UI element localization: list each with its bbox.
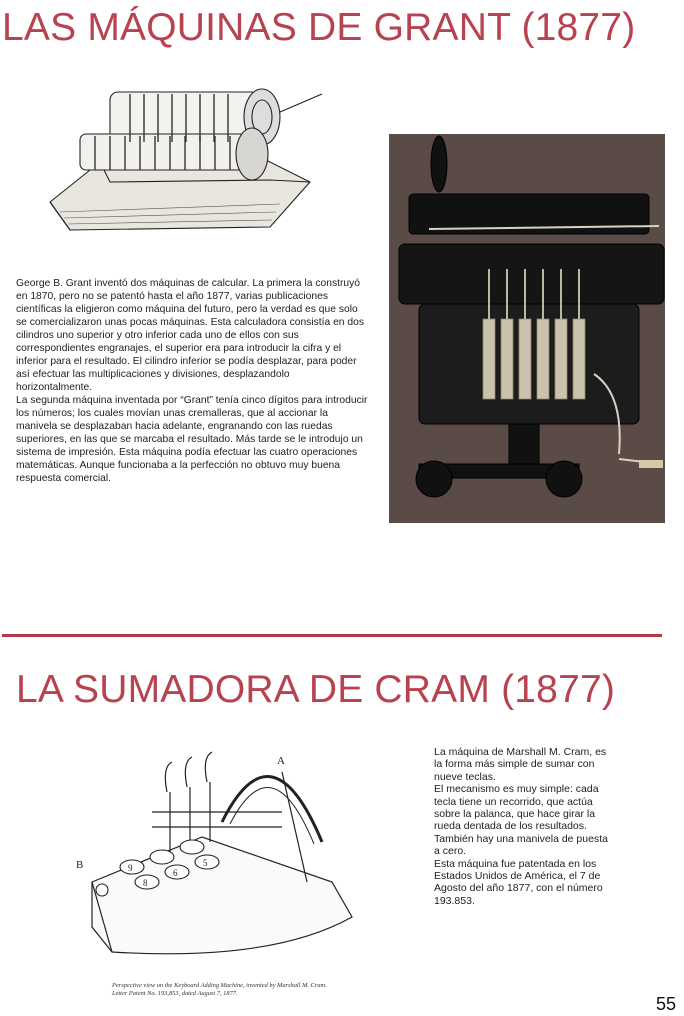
cram-key-6: 6	[173, 868, 178, 878]
page-number: 55	[656, 994, 677, 1014]
grant-paragraph-1: George B. Grant inventó dos máquinas de calcular. La primera la construyó en 1870, pero no se patentó hasta el año 1877, varias publicaciones científicas la eligieron como máquina del futuro, pero la verdad es que solo se comercializaron unas pocas máquinas. Esta calculadora consistía en dos cilindros uno superior y otro inferior cada uno de ellos con sus correspondientes engranajes, el superior era para introducir la cifra y el inferior para el resultado. El cilindro inferior se podía desplazar, para poder así efectuar las multiplicaciones y divisiones, desplazandolo horizontalmente.	[16, 278, 364, 393]
grant-machine-engraving	[40, 52, 326, 238]
cram-label-a: A	[277, 755, 285, 767]
grant-description	[16, 277, 368, 485]
cram-description	[434, 746, 612, 907]
section-divider	[2, 634, 662, 637]
cram-paragraph-3: También hay una manivela de puesta a cero.	[434, 832, 608, 858]
grant-paragraph-2: La segunda máquina inventada por “Grant” tenía cinco dígitos para introducir los números; los cuales movían unas cremalleras, que al accionar la manivela se desplazaban hacia adelante, engranando con las ruedas superiores, en las que se marcaba el resultado. Más tarde se le introdujo un sistema de impresión. Esta máquina podía efectuar las cuatro operaciones matemáticas. Aunque funcionaba a la perfección no obtuvo muy buena respuesta comercial.	[16, 395, 368, 484]
cram-paragraph-1: La máquina de Marshall M. Cram, es la forma más simple de sumar con nueve teclas.	[434, 746, 607, 783]
cram-key-8: 8	[143, 878, 148, 888]
section-title-grant: LAS MÁQUINAS DE GRANT (1877)	[2, 6, 636, 49]
cram-key-5: 5	[203, 858, 208, 868]
cram-paragraph-4: Esta máquina fue patentada en los Estados Unidos de América, el 7 de Agosto del año 1877, con el número 193.853.	[434, 857, 603, 907]
cram-label-b: B	[76, 859, 84, 871]
section-title-cram: LA SUMADORA DE CRAM (1877)	[16, 668, 616, 711]
cram-adding-machine-drawing	[72, 732, 362, 972]
grant-machine-photo	[389, 134, 665, 523]
cram-figure-caption: Perspective view on the Keyboard Adding Machine, invented by Marshall M. Cram. Letter Patent No. 193,853, dated August 7, 1877.	[112, 982, 327, 997]
cram-paragraph-2: El mecanismo es muy simple: cada tecla tiene un recorrido, que actúa sobre la palanca, que hace girar la rueda dentada de los resultados.	[434, 783, 599, 833]
cram-key-9: 9	[128, 863, 133, 873]
